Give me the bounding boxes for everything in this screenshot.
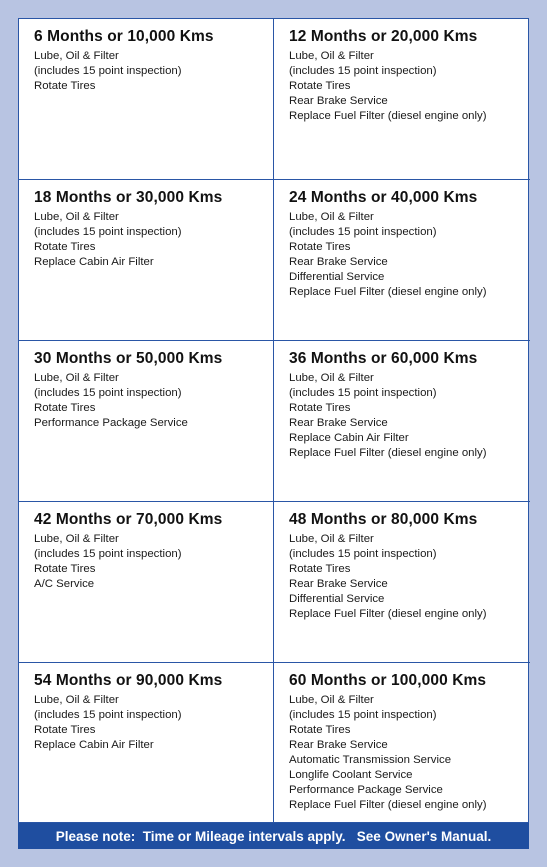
service-item: Rotate Tires — [34, 402, 96, 414]
service-item: Lube, Oil & Filter — [289, 533, 374, 545]
schedule-cell — [274, 19, 530, 180]
service-item: Lube, Oil & Filter — [34, 211, 119, 223]
service-item: (includes 15 point inspection) — [34, 65, 182, 77]
schedule-cell — [19, 180, 274, 341]
service-item: (includes 15 point inspection) — [34, 226, 182, 238]
maintenance-schedule-grid — [18, 18, 529, 823]
service-item: Performance Package Service — [289, 784, 443, 796]
service-list — [34, 693, 273, 753]
schedule-cell — [274, 180, 530, 341]
interval-title: 18 Months or 30,000 Kms — [34, 189, 223, 206]
service-list — [289, 371, 530, 461]
service-item: Replace Fuel Filter (diesel engine only) — [289, 110, 487, 122]
schedule-cell — [274, 663, 530, 824]
service-item: Replace Fuel Filter (diesel engine only) — [289, 286, 487, 298]
interval-title: 54 Months or 90,000 Kms — [34, 672, 223, 689]
service-item: A/C Service — [34, 578, 95, 590]
service-item: Differential Service — [289, 593, 385, 605]
note-bar — [18, 823, 529, 849]
service-item: Rotate Tires — [34, 724, 96, 736]
service-item: Replace Cabin Air Filter — [289, 432, 409, 444]
schedule-cell — [274, 341, 530, 502]
interval-title: 24 Months or 40,000 Kms — [289, 189, 478, 206]
service-item: Lube, Oil & Filter — [289, 694, 374, 706]
service-item: (includes 15 point inspection) — [34, 548, 182, 560]
service-item: Lube, Oil & Filter — [289, 372, 374, 384]
service-item: (includes 15 point inspection) — [289, 387, 437, 399]
interval-title: 60 Months or 100,000 Kms — [289, 672, 487, 689]
service-item: Lube, Oil & Filter — [289, 211, 374, 223]
service-item: Rotate Tires — [289, 563, 351, 575]
service-item: (includes 15 point inspection) — [34, 387, 182, 399]
schedule-cell — [19, 663, 274, 824]
service-item: Rear Brake Service — [289, 95, 388, 107]
service-list — [289, 210, 530, 300]
service-item: Rotate Tires — [289, 241, 351, 253]
service-list — [34, 532, 273, 592]
interval-title: 30 Months or 50,000 Kms — [34, 350, 223, 367]
interval-title: 36 Months or 60,000 Kms — [289, 350, 478, 367]
interval-title: 42 Months or 70,000 Kms — [34, 511, 223, 528]
schedule-cell — [19, 502, 274, 663]
schedule-cell — [19, 341, 274, 502]
service-item: Automatic Transmission Service — [289, 754, 452, 766]
service-item: (includes 15 point inspection) — [289, 226, 437, 238]
service-item: Rotate Tires — [289, 402, 351, 414]
service-item: Differential Service — [289, 271, 385, 283]
interval-title: 48 Months or 80,000 Kms — [289, 511, 478, 528]
service-item: Rotate Tires — [289, 724, 351, 736]
service-item: Lube, Oil & Filter — [34, 694, 119, 706]
service-item: Rotate Tires — [34, 241, 96, 253]
service-item: (includes 15 point inspection) — [289, 548, 437, 560]
service-item: Rotate Tires — [34, 563, 96, 575]
service-item: Lube, Oil & Filter — [289, 50, 374, 62]
service-list — [34, 210, 273, 270]
service-list — [34, 371, 273, 431]
service-item: Replace Fuel Filter (diesel engine only) — [289, 799, 487, 811]
service-list — [289, 693, 530, 813]
service-item: Replace Fuel Filter (diesel engine only) — [289, 447, 487, 459]
service-item: Lube, Oil & Filter — [34, 50, 119, 62]
schedule-cell — [274, 502, 530, 663]
service-item: Replace Cabin Air Filter — [34, 739, 154, 751]
service-list — [289, 49, 530, 124]
interval-title: 6 Months or 10,000 Kms — [34, 28, 214, 45]
service-item: Rear Brake Service — [289, 256, 388, 268]
service-item: Lube, Oil & Filter — [34, 372, 119, 384]
service-item: Replace Fuel Filter (diesel engine only) — [289, 608, 487, 620]
service-item: Rotate Tires — [34, 80, 96, 92]
service-item: Rotate Tires — [289, 80, 351, 92]
service-item: Lube, Oil & Filter — [34, 533, 119, 545]
service-list — [289, 532, 530, 622]
service-item: (includes 15 point inspection) — [289, 709, 437, 721]
service-item: (includes 15 point inspection) — [34, 709, 182, 721]
schedule-cell — [19, 19, 274, 180]
service-item: Performance Package Service — [34, 417, 188, 429]
service-item: Rear Brake Service — [289, 739, 388, 751]
service-item: Rear Brake Service — [289, 417, 388, 429]
interval-title: 12 Months or 20,000 Kms — [289, 28, 478, 45]
service-item: Rear Brake Service — [289, 578, 388, 590]
service-list — [34, 49, 273, 94]
service-item: Longlife Coolant Service — [289, 769, 413, 781]
note-text: Please note: Time or Mileage intervals apply. See Owner's Manual. — [55, 828, 492, 844]
service-item: (includes 15 point inspection) — [289, 65, 437, 77]
service-item: Replace Cabin Air Filter — [34, 256, 154, 268]
